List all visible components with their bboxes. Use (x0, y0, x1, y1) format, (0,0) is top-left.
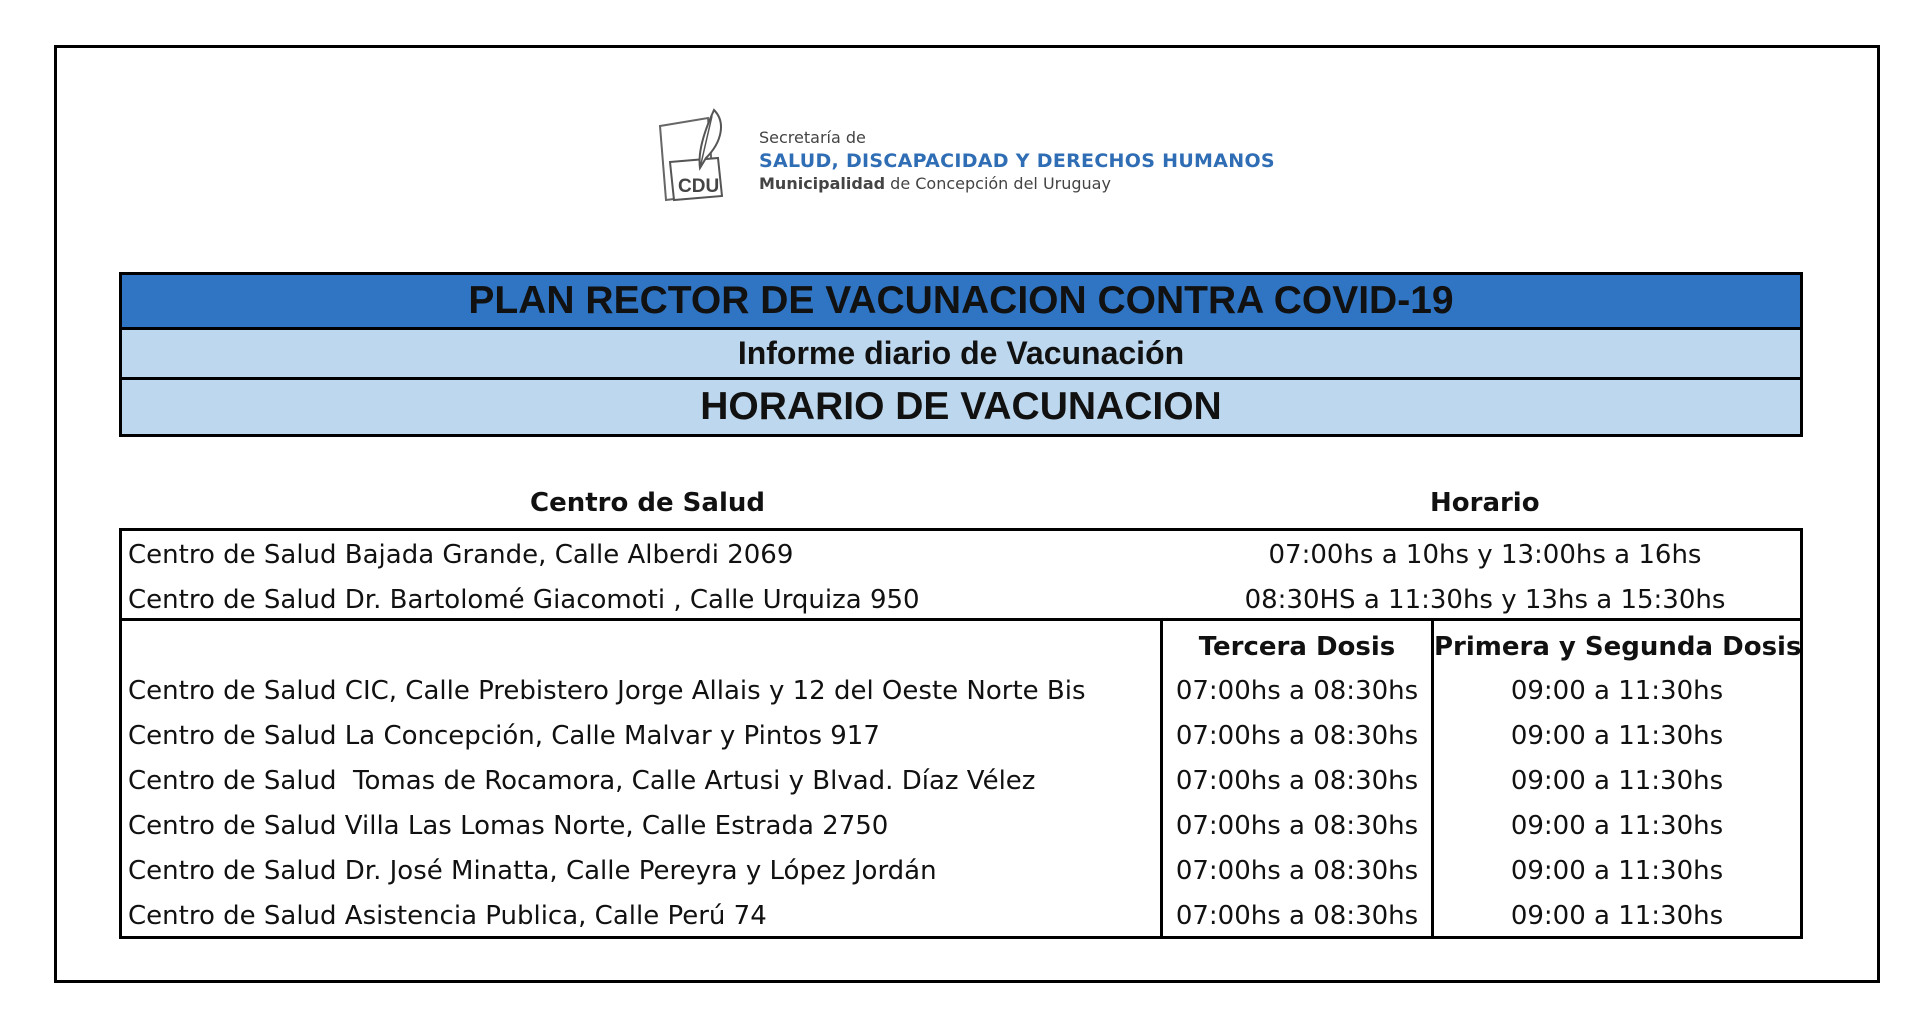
logo-line3-bold: Municipalidad (759, 174, 886, 193)
table-row-tercera: 07:00hs a 08:30hs (1175, 676, 1419, 706)
table-row-primera: 09:00 a 11:30hs (1510, 856, 1724, 886)
table-row-tercera: 07:00hs a 08:30hs (1175, 766, 1419, 796)
header-centro: Centro de Salud (530, 488, 765, 518)
table-row-tercera: 07:00hs a 08:30hs (1175, 721, 1419, 751)
banner-subtitle: Informe diario de Vacunación (122, 330, 1800, 380)
logo-line1: Secretaría de (759, 128, 866, 147)
header-horario: Horario (1430, 488, 1540, 518)
header-primera-segunda-dosis: Primera y Segunda Dosis (1434, 632, 1802, 662)
table-row-primera: 09:00 a 11:30hs (1510, 901, 1724, 931)
table-row-centro: Centro de Salud Dr. Bartolomé Giacomoti , Calle Urquiza 950 (128, 585, 920, 615)
title-banner (119, 272, 1803, 437)
table-row-horario: 07:00hs a 10hs y 13:00hs a 16hs (1268, 540, 1702, 570)
logo-line2: SALUD, DISCAPACIDAD Y DERECHOS HUMANOS (759, 150, 1275, 172)
table-row-centro: Centro de Salud La Concepción, Calle Malvar y Pintos 917 (128, 721, 880, 751)
table-row-centro: Centro de Salud Dr. José Minatta, Calle Pereyra y López Jordán (128, 856, 937, 886)
banner-heading: HORARIO DE VACUNACION (122, 380, 1800, 434)
table-row-primera: 09:00 a 11:30hs (1510, 766, 1724, 796)
table-row-centro: Centro de Salud Tomas de Rocamora, Calle Artusi y Blvad. Díaz Vélez (128, 766, 1036, 796)
table-row-primera: 09:00 a 11:30hs (1510, 721, 1724, 751)
logo-text (759, 130, 1275, 192)
logo-line3 (759, 176, 1275, 192)
table-row-centro: Centro de Salud Bajada Grande, Calle Alberdi 2069 (128, 540, 794, 570)
secretaria-logo (656, 108, 1296, 208)
logo-line3-rest: de Concepción del Uruguay (885, 174, 1111, 193)
banner-title: PLAN RECTOR DE VACUNACION CONTRA COVID-19 (122, 275, 1800, 330)
cdu-quill-icon (656, 108, 736, 204)
table-row-tercera: 07:00hs a 08:30hs (1175, 901, 1419, 931)
table-row-tercera: 07:00hs a 08:30hs (1175, 811, 1419, 841)
header-tercera-dosis: Tercera Dosis (1198, 632, 1396, 662)
table-row-horario: 08:30HS a 11:30hs y 13hs a 15:30hs (1244, 585, 1726, 615)
logo-badge-text: CDU (678, 176, 720, 197)
table-row-centro: Centro de Salud CIC, Calle Prebistero Jorge Allais y 12 del Oeste Norte Bis (128, 676, 1086, 706)
table-row-primera: 09:00 a 11:30hs (1510, 676, 1724, 706)
table-row-centro: Centro de Salud Villa Las Lomas Norte, Calle Estrada 2750 (128, 811, 889, 841)
table-row-primera: 09:00 a 11:30hs (1510, 811, 1724, 841)
table-row-tercera: 07:00hs a 08:30hs (1175, 856, 1419, 886)
table-row-centro: Centro de Salud Asistencia Publica, Calle Perú 74 (128, 901, 767, 931)
